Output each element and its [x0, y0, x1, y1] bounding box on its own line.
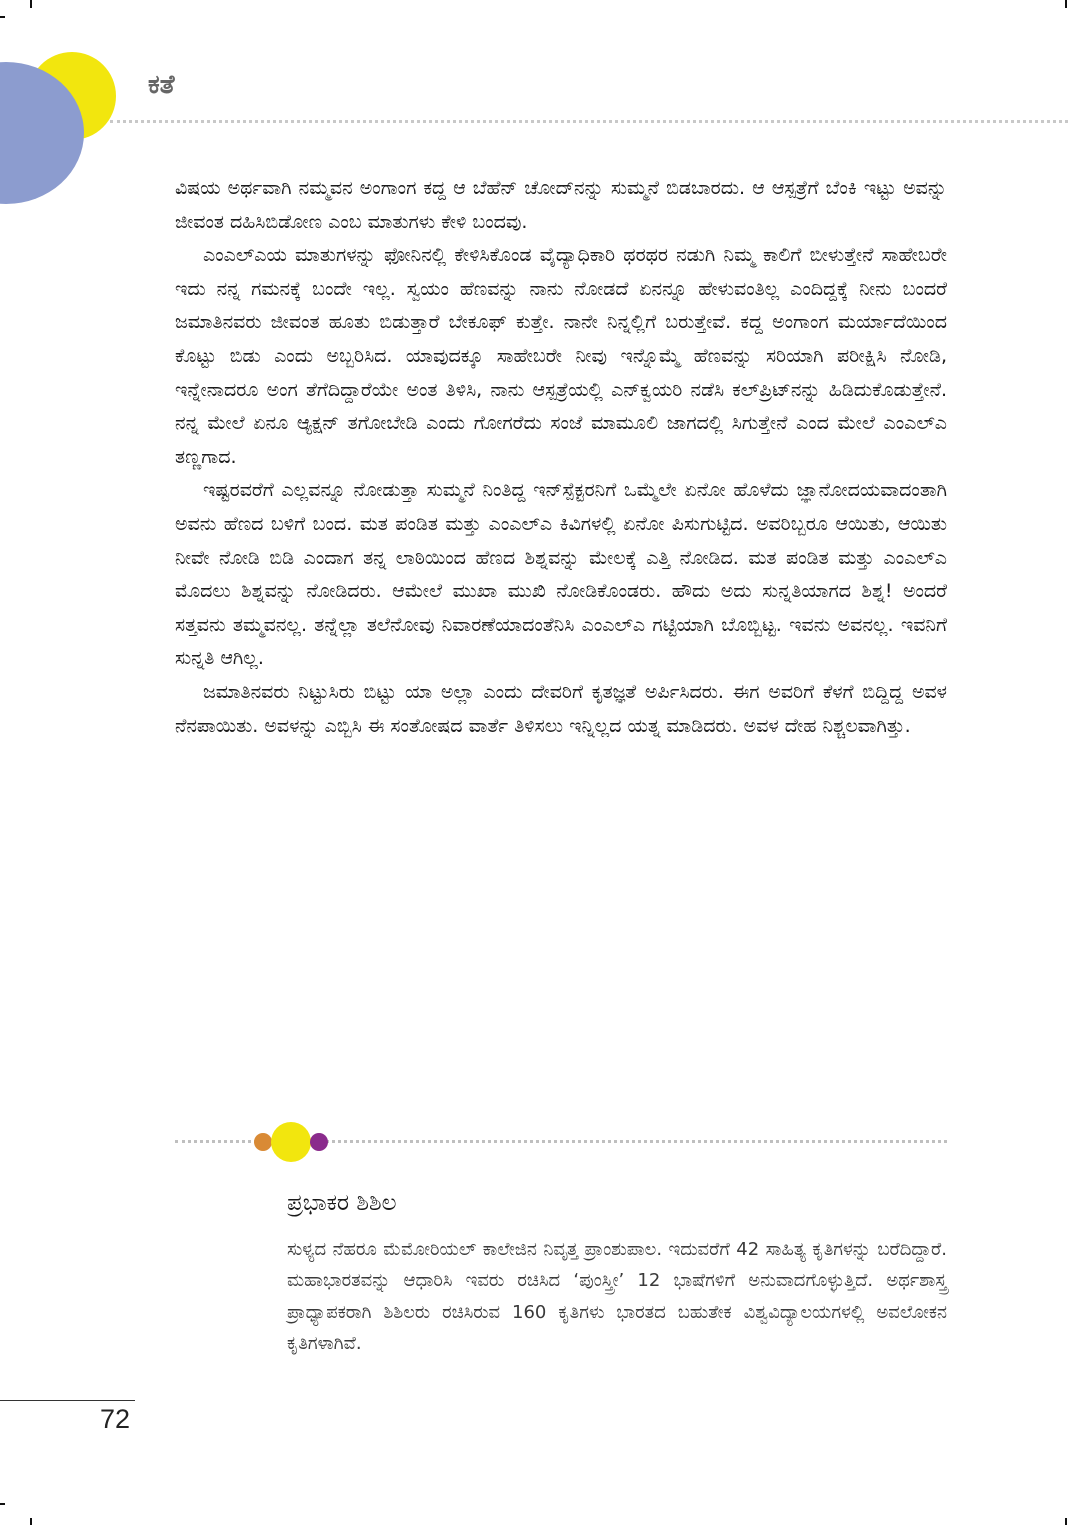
author-bio: ಸುಳ್ಯದ ನೆಹರೂ ಮೆಮೋರಿಯಲ್ ಕಾಲೇಜಿನ ನಿವೃತ್ತ ಪ್ರಾಂಶುಪಾಲ. ಇದುವರೆಗೆ 42 ಸಾಹಿತ್ಯ ಕೃತಿಗಳನ್ನು ಬರೆದಿದ್ದಾರೆ. ಮಹಾಭಾರತವನ್ನು ಆಧಾರಿಸಿ ಇವರು ರಚಿಸಿದ ‘ಪುಂಸ್ತ್ರೀ’ 12 ಭಾಷೆಗಳಿಗೆ ಅನುವಾದಗೊಳ್ಳುತ್ತಿದೆ. ಅರ್ಥಶಾಸ್ತ್ರ ಪ್ರಾಧ್ಯಾಪಕರಾಗಿ ಶಿಶಿಲರು ರಚಿಸಿರುವ 160 ಕೃತಿಗಳು ಭಾರತದ ಬಹುತೇಕ ವಿಶ್ವವಿದ್ಯಾಲಯಗಳಲ್ಲಿ ಅವಲೋಕನ ಕೃತಿಗಳಾಗಿವೆ. [287, 1239, 947, 1355]
header-dotted-rule [110, 120, 1068, 123]
section-title: ಕತೆ [148, 70, 175, 100]
story-body [175, 172, 947, 743]
purple-dot-decoration [310, 1133, 328, 1151]
story-paragraph: ಇಷ್ಟರವರೆಗೆ ಎಲ್ಲವನ್ನೂ ನೋಡುತ್ತಾ ಸುಮ್ಮನೆ ನಿಂತಿದ್ದ ಇನ್‌ಸ್ಪೆಕ್ಟರನಿಗೆ ಒಮ್ಮೆಲೇ ಏನೋ ಹೊಳೆದು ಜ್ಞಾನೋದಯವಾದಂತಾಗಿ ಅವನು ಹೆಣದ ಬಳಿಗೆ ಬಂದ. ಮತ ಪಂಡಿತ ಮತ್ತು ಎಂಎಲ್‌ಎ ಕಿವಿಗಳಲ್ಲಿ ಏನೋ ಪಿಸುಗುಟ್ಟಿದ. ಅವರಿಬ್ಬರೂ ಆಯಿತು, ಆಯಿತು ನೀವೇ ನೋಡಿ ಬಿಡಿ ಎಂದಾಗ ತನ್ನ ಲಾಠಿಯಿಂದ ಹೆಣದ ಶಿಶ್ನವನ್ನು ಮೇಲಕ್ಕೆ ಎತ್ತಿ ನೋಡಿದ. ಮತ ಪಂಡಿತ ಮತ್ತು ಎಂಎಲ್‌ಎ ಮೊದಲು ಶಿಶ್ನವನ್ನು ನೋಡಿದರು. ಆಮೇಲೆ ಮುಖಾ ಮುಖಿ ನೋಡಿಕೊಂಡರು. ಹೌದು ಅದು ಸುನ್ನತಿಯಾಗದ ಶಿಶ್ನ! ಅಂದರೆ ಸತ್ತವನು ತಮ್ಮವನಲ್ಲ. ತನ್ನೆಲ್ಲಾ ತಲೆನೋವು ನಿವಾರಣೆಯಾದಂತೆನಿಸಿ ಎಂಎಲ್‌ಎ ಗಟ್ಟಿಯಾಗಿ ಬೊಬ್ಬಿಟ್ಟ. ಇವನು ಅವನಲ್ಲ. ಇವನಿಗೆ ಸುನ್ನತಿ ಆಗಿಲ್ಲ. [175, 479, 947, 670]
story-paragraph: ಎಂಎಲ್‌ಎಯ ಮಾತುಗಳನ್ನು ಫೋನಿನಲ್ಲಿ ಕೇಳಿಸಿಕೊಂಡ ವೈದ್ಯಾಧಿಕಾರಿ ಥರಥರ ನಡುಗಿ ನಿಮ್ಮ ಕಾಲಿಗೆ ಬೀಳುತ್ತೇನೆ ಸಾಹೇಬರೇ ಇದು ನನ್ನ ಗಮನಕ್ಕೆ ಬಂದೇ ಇಲ್ಲ. ಸ್ವಯಂ ಹೆಣವನ್ನು ನಾನು ನೋಡದೆ ಏನನ್ನೂ ಹೇಳುವಂತಿಲ್ಲ ಎಂದಿದ್ದಕ್ಕೆ ನೀನು ಬಂದರೆ ಜಮಾತಿನವರು ಜೀವಂತ ಹೂತು ಬಿಡುತ್ತಾರೆ ಬೇಕೂಫ್ ಕುತ್ತೇ. ನಾನೇ ನಿನ್ನಲ್ಲಿಗೆ ಬರುತ್ತೇವೆ. ಕದ್ದ ಅಂಗಾಂಗ ಮರ್ಯಾದೆಯಿಂದ ಕೊಟ್ಟು ಬಿಡು ಎಂದು ಅಬ್ಬರಿಸಿದ. ಯಾವುದಕ್ಕೂ ಸಾಹೇಬರೇ ನೀವು ಇನ್ನೊಮ್ಮೆ ಹೆಣವನ್ನು ಸರಿಯಾಗಿ ಪರೀಕ್ಷಿಸಿ ನೋಡಿ, ಇನ್ನೇನಾದರೂ ಅಂಗ ತೆಗೆದಿದ್ದಾರೆಯೇ ಅಂತ ತಿಳಿಸಿ, ನಾನು ಆಸ್ಪತ್ರೆಯಲ್ಲಿ ಎನ್‌ಕ್ವಯರಿ ನಡೆಸಿ ಕಲ್‌ಪ್ರಿಟ್‌ನನ್ನು ಹಿಡಿದುಕೊಡುತ್ತೇನೆ. ನನ್ನ ಮೇಲೆ ಏನೂ ಆ್ಯಕ್ಷನ್ ತಗೋಬೇಡಿ ಎಂದು ಗೋಗರೆದು ಸಂಜೆ ಮಾಮೂಲಿ ಜಾಗದಲ್ಲಿ ಸಿಗುತ್ತೇನೆ ಎಂದ ಮೇಲೆ ಎಂಎಲ್‌ಎ ತಣ್ಣಗಾದ. [175, 244, 947, 468]
crop-mark-bottom [30, 1518, 32, 1525]
page-number: 72 [100, 1404, 131, 1434]
crop-mark-top [30, 0, 32, 8]
author-name: ಪ್ರಭಾಕರ ಶಿಶಿಲ [287, 1190, 397, 1216]
page-number-rule [0, 1400, 135, 1401]
story-paragraph: ವಿಷಯ ಅರ್ಥವಾಗಿ ನಮ್ಮವನ ಅಂಗಾಂಗ ಕದ್ದ ಆ ಬೆಹೆನ್ ಚೋದ್‌ನನ್ನು ಸುಮ್ಮನೆ ಬಿಡಬಾರದು. ಆ ಆಸ್ಪತ್ರೆಗೆ ಬೆಂಕಿ ಇಟ್ಟು ಅವನ್ನು ಜೀವಂತ ದಹಿಸಿಬಿಡೋಣ ಎಂಬ ಮಾತುಗಳು ಕೇಳಿ ಬಂದವು. [175, 177, 947, 233]
yellow-dot-decoration [271, 1122, 311, 1162]
orange-dot-decoration [254, 1133, 272, 1151]
crop-mark-top-right [1065, 0, 1067, 8]
blue-circle-decoration [0, 62, 84, 204]
crop-mark-bottom-left [0, 1503, 5, 1505]
yellow-circle-decoration [28, 52, 116, 140]
crop-mark-top-left [0, 16, 5, 18]
story-paragraph: ಜಮಾತಿನವರು ನಿಟ್ಟುಸಿರು ಬಿಟ್ಟು ಯಾ ಅಲ್ಲಾ ಎಂದು ದೇವರಿಗೆ ಕೃತಜ್ಞತೆ ಅರ್ಪಿಸಿದರು. ಈಗ ಅವರಿಗೆ ಕೆಳಗೆ ಬಿದ್ದಿದ್ದ ಅವಳ ನೆನಪಾಯಿತು. ಅವಳನ್ನು ಎಬ್ಬಿಸಿ ಈ ಸಂತೋಷದ ವಾರ್ತೆ ತಿಳಿಸಲು ಇನ್ನಿಲ್ಲದ ಯತ್ನ ಮಾಡಿದರು. ಅವಳ ದೇಹ ನಿಶ್ಚಲವಾಗಿತ್ತು. [175, 680, 947, 737]
crop-mark-bottom-right [1065, 1518, 1067, 1525]
